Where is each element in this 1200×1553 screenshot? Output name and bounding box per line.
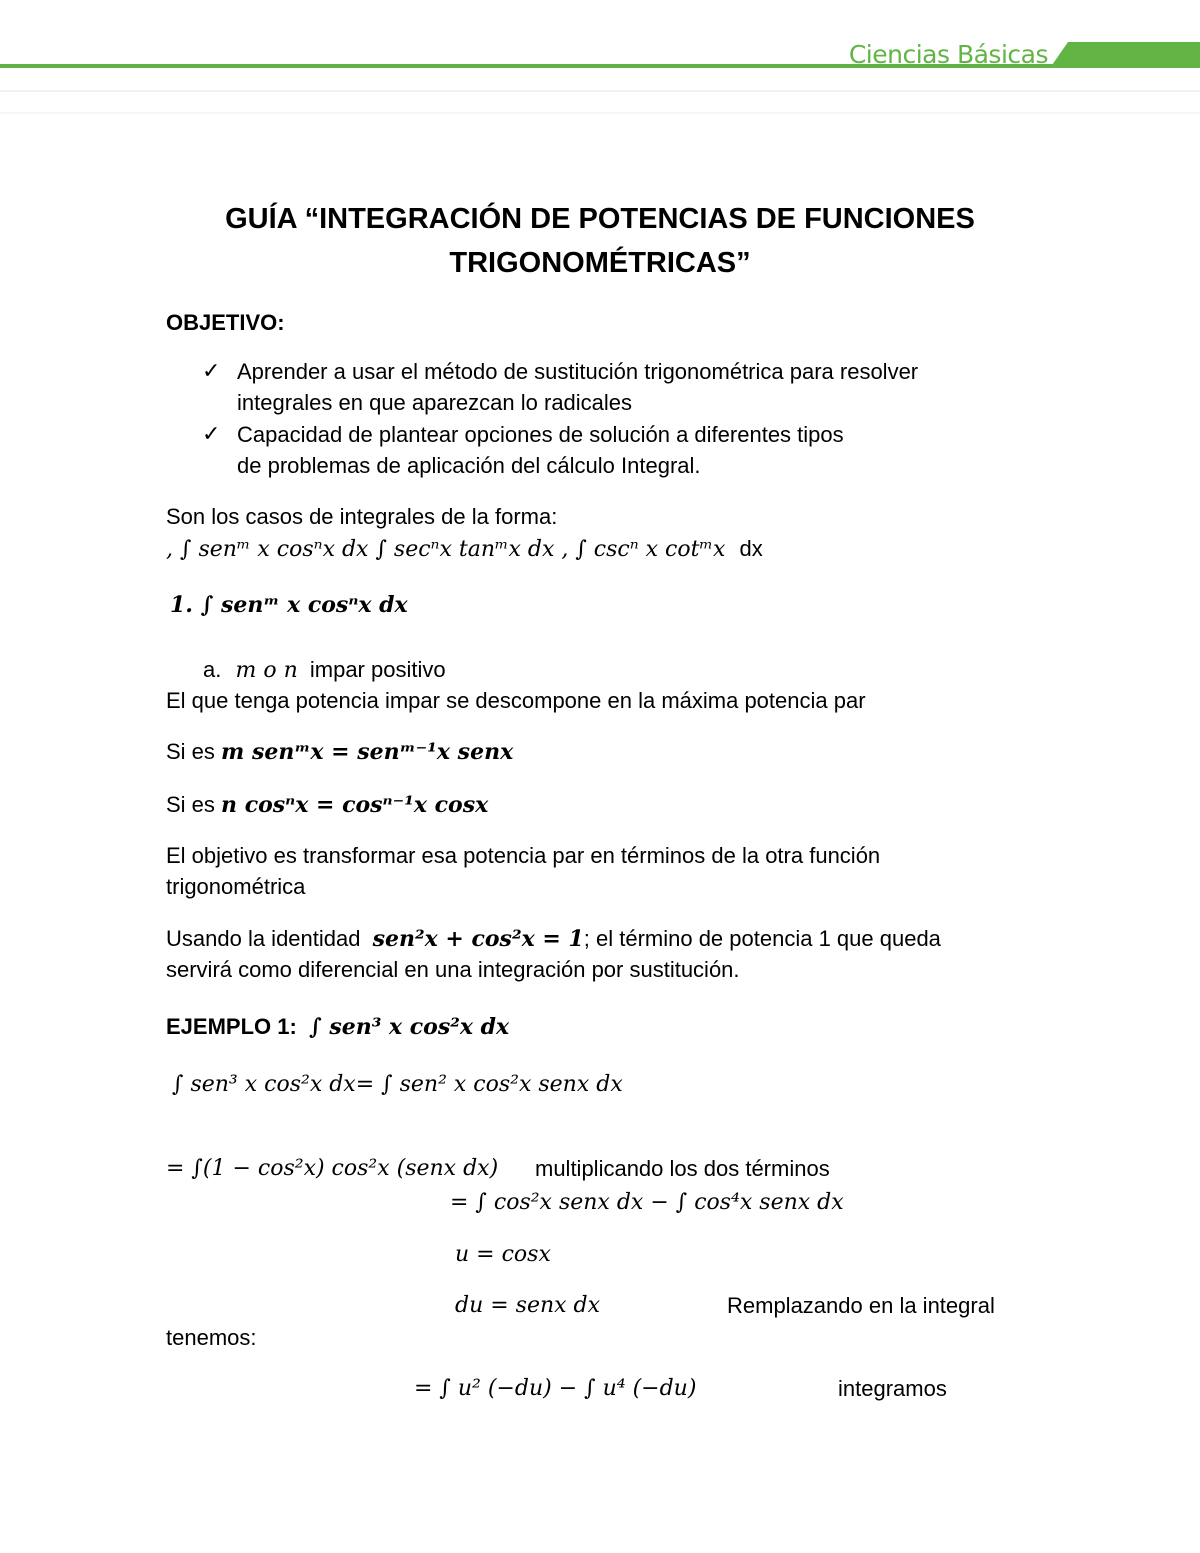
header-tab xyxy=(1050,42,1200,68)
case-1-math: 1. ∫ senᵐ x cosⁿx dx xyxy=(170,592,408,618)
case-1-heading xyxy=(170,592,408,618)
step-5-continuation: tenemos: xyxy=(166,1325,257,1350)
example-1-math: ∫ sen³ x cos²x dx xyxy=(308,1014,510,1040)
example-1-label: EJEMPLO 1: xyxy=(166,1014,297,1039)
si-m-prefix: Si es xyxy=(166,739,215,764)
check-icon: ✓ xyxy=(202,421,221,446)
sub-case-math: m o n xyxy=(235,658,298,683)
page-header xyxy=(0,0,1200,120)
document-title-line2: TRIGONOMÉTRICAS” xyxy=(449,247,751,279)
sub-case-label: a. xyxy=(203,657,222,682)
objetivo-item-2-line1: Capacidad de plantear opciones de solución a diferentes tipos xyxy=(237,422,844,447)
step-2: = ∫(1 − cos²x) cos²x (senx dx) xyxy=(166,1156,499,1181)
step-6-note: integramos xyxy=(838,1376,947,1401)
si-n-prefix: Si es xyxy=(166,792,215,817)
step-2-note: multiplicando los dos términos xyxy=(535,1156,830,1181)
rule-text: El que tenga potencia impar se descompone en la máxima potencia par xyxy=(166,688,866,713)
objetivo-heading: OBJETIVO: xyxy=(166,310,285,335)
identity-math: sen²x + cos²x = 1 xyxy=(372,926,584,952)
header-faint-rule xyxy=(0,90,1200,92)
check-icon: ✓ xyxy=(202,358,221,383)
objetivo-item-1-line2: integrales en que aparezcan lo radicales xyxy=(237,390,633,415)
integral-forms-math: , ∫ senᵐ x cosⁿx dx ∫ secⁿx tanᵐx dx , ∫ cscⁿ x cotᵐx xyxy=(166,537,726,562)
step-6: = ∫ u² (−du) − ∫ u⁴ (−du) xyxy=(414,1376,697,1401)
identity-line2: servirá como diferencial en una integración por sustitución. xyxy=(166,957,740,982)
objective-text-line1: El objetivo es transformar esa potencia par en términos de la otra función xyxy=(166,843,881,868)
objetivo-item-2-line2: de problemas de aplicación del cálculo Integral. xyxy=(237,453,701,478)
step-3: = ∫ cos²x senx dx − ∫ cos⁴x senx dx xyxy=(450,1190,844,1215)
integral-forms xyxy=(166,536,763,562)
step-1: ∫ sen³ x cos²x dx= ∫ sen² x cos²x senx dx xyxy=(172,1072,623,1097)
identity-line xyxy=(166,926,941,952)
si-n-line xyxy=(166,792,488,818)
sub-case-a xyxy=(203,657,446,683)
step-4: u = cosx xyxy=(455,1242,551,1267)
header-faint-rule-2 xyxy=(0,112,1200,114)
identity-suffix: ; el término de potencia 1 que queda xyxy=(583,926,941,951)
step-5: du = senx dx xyxy=(455,1293,601,1318)
example-1 xyxy=(166,1014,509,1040)
intro-line: Son los casos de integrales de la forma: xyxy=(166,504,558,529)
brand-label: Ciencias Básicas xyxy=(848,40,1048,69)
identity-prefix: Usando la identidad xyxy=(166,926,361,951)
si-m-line xyxy=(166,739,513,765)
sub-case-text: impar positivo xyxy=(309,657,446,682)
document-title-line1: GUÍA “INTEGRACIÓN DE POTENCIAS DE FUNCIONES xyxy=(225,203,975,235)
step-5-note: Remplazando en la integral xyxy=(727,1293,995,1318)
objetivo-item-1-line1: Aprender a usar el método de sustitución trigonométrica para resolver xyxy=(237,359,919,384)
si-m-math: m senᵐx = senᵐ⁻¹x senx xyxy=(221,739,514,765)
integral-forms-tail: dx xyxy=(739,536,763,561)
si-n-math: n cosⁿx = cosⁿ⁻¹x cosx xyxy=(221,792,489,818)
objective-text-line2: trigonométrica xyxy=(166,874,306,899)
